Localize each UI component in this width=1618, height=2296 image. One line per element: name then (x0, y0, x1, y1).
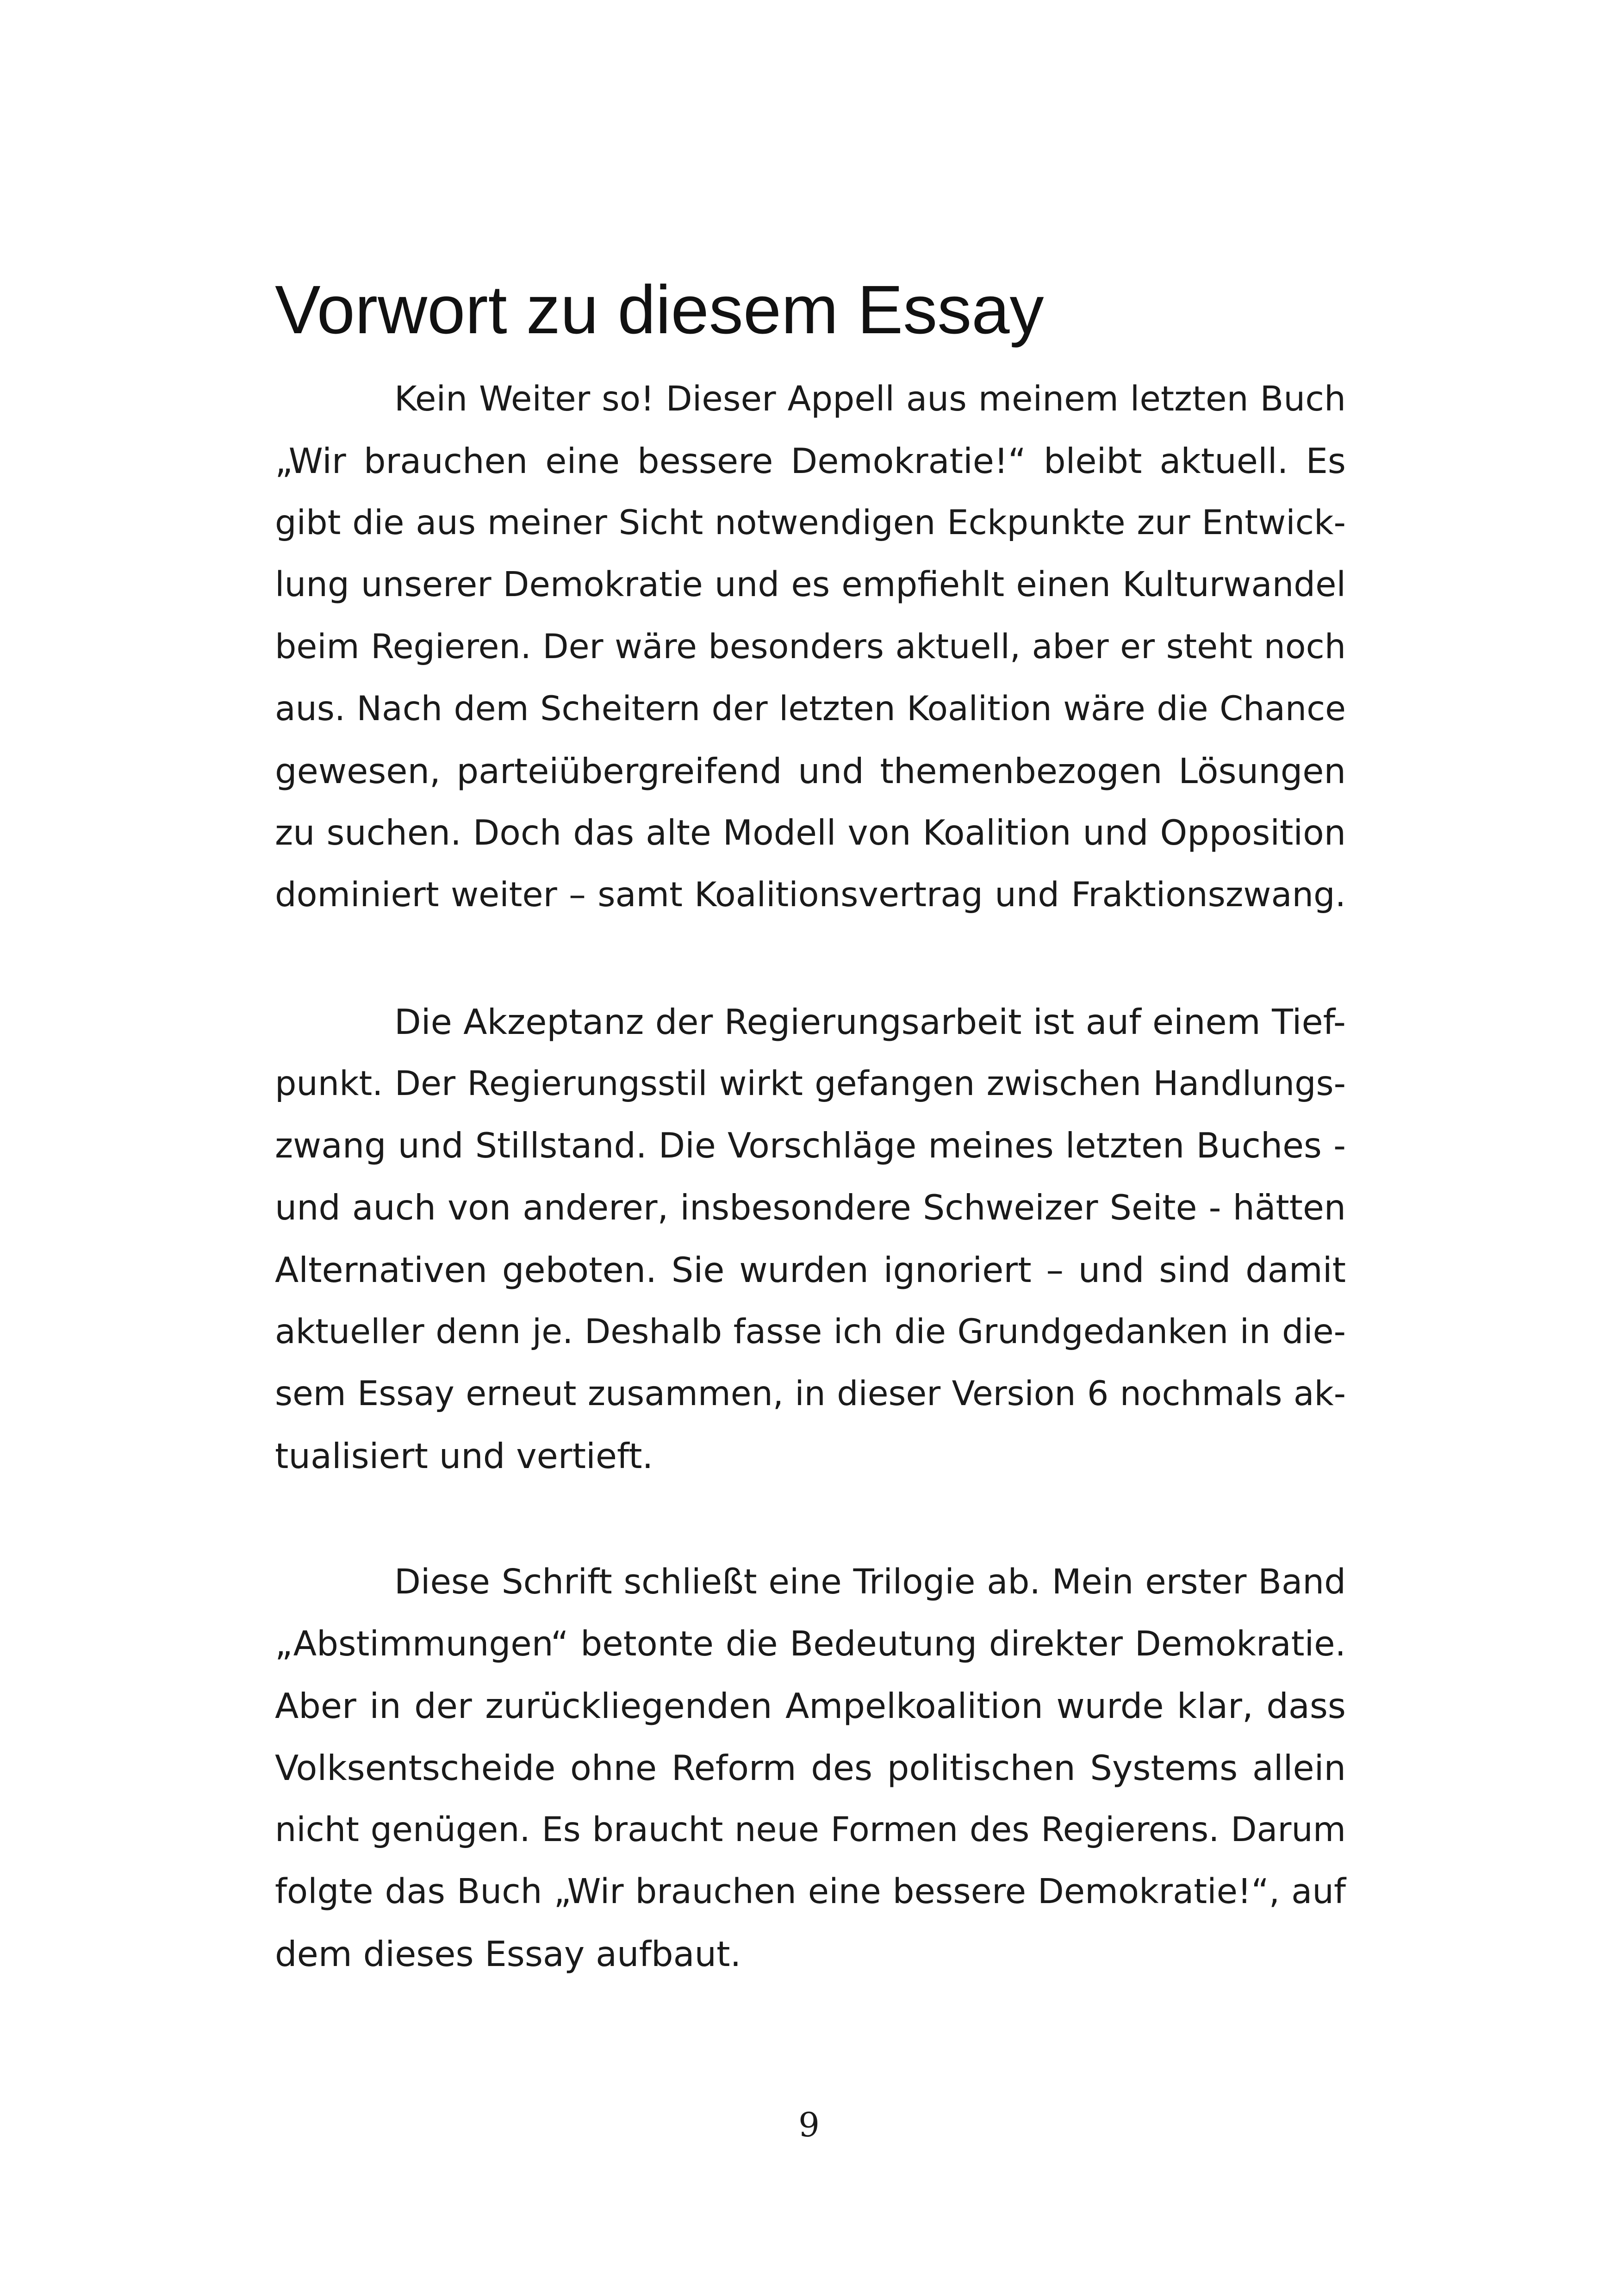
text-line: folgte das Buch „Wir brauchen eine bessere Demokratie!“, auf (275, 1872, 1346, 1911)
chapter-heading: Vorwort zu diesem Essay (275, 272, 1044, 348)
text-line: lung unserer Demokratie und es empfiehlt einen Kulturwandel (275, 565, 1346, 604)
paragraph-1 (275, 368, 1346, 926)
text-line: „Wir brauchen eine bessere Demokratie!“ bleibt aktuell. Es (275, 441, 1346, 481)
text-line: Aber in der zurückliegenden Ampelkoalition wurde klar, dass (275, 1686, 1346, 1726)
text-line: Diese Schrift schließt eine Trilogie ab. Mein erster Band (394, 1562, 1346, 1602)
text-line: gibt die aus meiner Sicht notwendigen Eckpunkte zur Entwick- (275, 503, 1346, 542)
text-line: dem dieses Essay aufbaut. (275, 1934, 741, 1974)
page-number: 9 (798, 2105, 820, 2144)
text-line: nicht genügen. Es braucht neue Formen des Regierens. Darum (275, 1810, 1346, 1849)
text-line: „Abstimmungen“ betonte die Bedeutung direkter Demokratie. (275, 1624, 1346, 1664)
text-line: gewesen, parteiübergreifend und themenbezogen Lösungen (275, 751, 1346, 791)
text-line: zu suchen. Doch das alte Modell von Koalition und Opposition (275, 813, 1346, 853)
text-line: zwang und Stillstand. Die Vorschläge meines letzten Buches - (275, 1126, 1346, 1166)
text-line: punkt. Der Regierungsstil wirkt gefangen zwischen Handlungs- (275, 1064, 1346, 1103)
text-line: beim Regieren. Der wäre besonders aktuell, aber er steht noch (275, 627, 1346, 666)
text-line: Kein Weiter so! Dieser Appell aus meinem letzten Buch (394, 379, 1346, 419)
text-line: Alternativen geboten. Sie wurden ignoriert – und sind damit (275, 1250, 1346, 1290)
text-line: aktueller denn je. Deshalb fasse ich die Grundgedanken in die- (275, 1312, 1346, 1351)
paragraph-3 (275, 1551, 1346, 1985)
text-line: Die Akzeptanz der Regierungsarbeit ist auf einem Tief- (394, 1002, 1346, 1042)
text-line: dominiert weiter – samt Koalitionsvertrag und Fraktionszwang. (275, 875, 1346, 915)
text-line: und auch von anderer, insbesondere Schweizer Seite - hätten (275, 1188, 1346, 1228)
text-line: tualisiert und vertieft. (275, 1436, 653, 1476)
text-line: aus. Nach dem Scheitern der letzten Koalition wäre die Chance (275, 689, 1346, 728)
text-line: sem Essay erneut zusammen, in dieser Version 6 nochmals ak- (275, 1374, 1346, 1413)
text-line: Volksentscheide ohne Reform des politischen Systems allein (275, 1748, 1346, 1788)
paragraph-2 (275, 991, 1346, 1487)
